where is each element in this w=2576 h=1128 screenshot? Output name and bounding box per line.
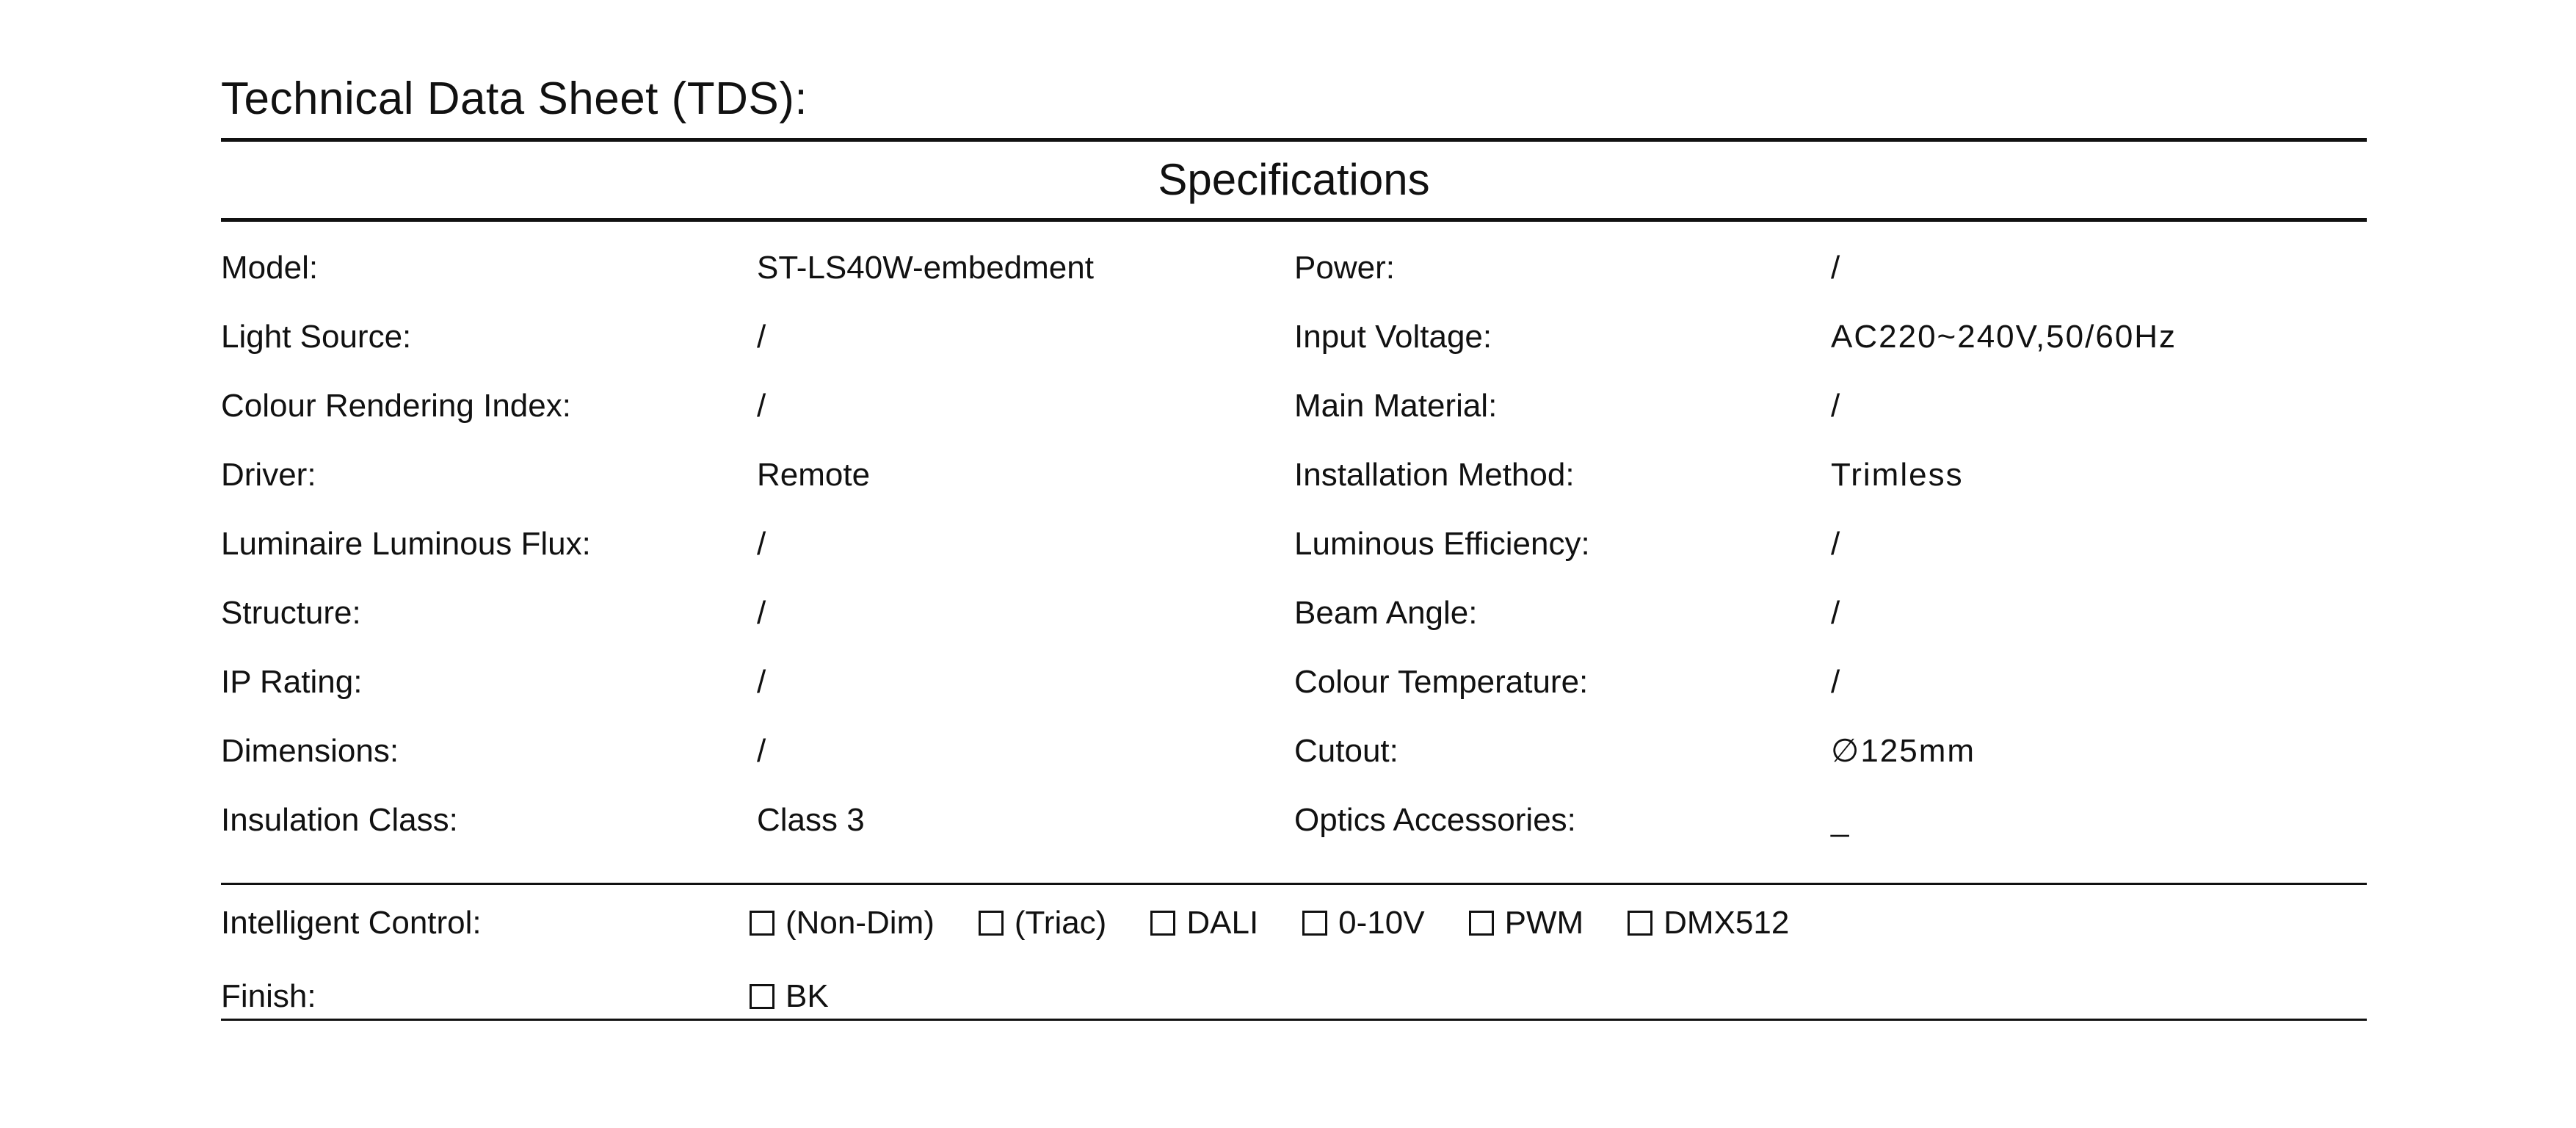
intelligent-control-option[interactable] xyxy=(1469,905,1584,941)
spec-label: Luminous Efficiency: xyxy=(1294,526,1590,562)
spec-row xyxy=(221,382,2367,451)
spec-value: / xyxy=(1831,526,1842,562)
intelligent-control-options xyxy=(750,894,1833,952)
spec-row xyxy=(221,313,2367,382)
spec-label: Colour Rendering Index: xyxy=(221,388,571,424)
specifications-table xyxy=(221,244,2367,883)
heading-divider xyxy=(221,218,2367,222)
spec-label: Power: xyxy=(1294,250,1395,286)
spec-row xyxy=(221,658,2367,727)
spec-row xyxy=(221,520,2367,589)
spec-value: ∅125mm xyxy=(1831,733,1976,769)
checkbox-icon[interactable] xyxy=(1469,911,1494,936)
document-title: Technical Data Sheet (TDS): xyxy=(221,73,808,124)
checkbox-icon[interactable] xyxy=(1302,911,1327,936)
spec-label: Optics Accessories: xyxy=(1294,802,1576,838)
spec-value: / xyxy=(1831,250,1842,286)
spec-label: Main Material: xyxy=(1294,388,1498,424)
intelligent-control-option-label: (Non-Dim) xyxy=(786,905,935,941)
intelligent-control-label: Intelligent Control: xyxy=(221,905,482,941)
finish-row xyxy=(221,967,2367,1036)
spec-label: Dimensions: xyxy=(221,733,399,769)
checkbox-icon[interactable] xyxy=(750,911,774,936)
finish-option-label: BK xyxy=(786,978,829,1014)
spec-row xyxy=(221,451,2367,520)
spec-row xyxy=(221,727,2367,796)
spec-value: / xyxy=(757,319,766,355)
spec-value: / xyxy=(757,595,766,631)
spec-label: Light Source: xyxy=(221,319,412,355)
intelligent-control-option-label: DMX512 xyxy=(1663,905,1790,941)
specifications-heading: Specifications xyxy=(1158,155,1430,204)
spec-value: Class 3 xyxy=(757,802,865,838)
spec-label: Luminaire Luminous Flux: xyxy=(221,526,591,562)
spec-value: Trimless xyxy=(1831,457,1964,493)
intelligent-control-row xyxy=(221,894,2367,963)
spec-label: IP Rating: xyxy=(221,664,363,700)
spec-value: Remote xyxy=(757,457,871,493)
spec-value: / xyxy=(757,388,766,424)
technical-data-sheet xyxy=(221,70,2367,1021)
intelligent-control-option[interactable] xyxy=(750,905,935,941)
checkbox-icon[interactable] xyxy=(1150,911,1175,936)
checkbox-icon[interactable] xyxy=(1628,911,1652,936)
spec-value: AC220~240V,50/60Hz xyxy=(1831,319,2177,355)
spec-value: _ xyxy=(1831,802,1851,838)
checkbox-icon[interactable] xyxy=(979,911,1004,936)
finish-label: Finish: xyxy=(221,978,316,1014)
intelligent-control-option-label: (Triac) xyxy=(1014,905,1107,941)
spec-value: / xyxy=(757,733,766,769)
spec-label: Model: xyxy=(221,250,319,286)
spec-label: Structure: xyxy=(221,595,361,631)
finish-options xyxy=(750,967,873,1026)
spec-label: Input Voltage: xyxy=(1294,319,1492,355)
spec-value: ST-LS40W-embedment xyxy=(757,250,1094,286)
intelligent-control-option-label: PWM xyxy=(1504,905,1584,941)
intelligent-control-option[interactable] xyxy=(1302,905,1424,941)
intelligent-control-option-label: 0-10V xyxy=(1338,905,1425,941)
checkbox-icon[interactable] xyxy=(750,984,774,1009)
intelligent-control-option[interactable] xyxy=(1150,905,1258,941)
spec-value: / xyxy=(1831,595,1842,631)
options-section xyxy=(221,885,2367,1023)
spec-value: / xyxy=(1831,388,1842,424)
finish-option[interactable] xyxy=(750,978,829,1015)
spec-row xyxy=(221,796,2367,865)
spec-value: / xyxy=(757,526,766,562)
spec-row xyxy=(221,589,2367,658)
intelligent-control-option-label: DALI xyxy=(1186,905,1259,941)
spec-label: Beam Angle: xyxy=(1294,595,1478,631)
spec-label: Installation Method: xyxy=(1294,457,1575,493)
intelligent-control-option[interactable] xyxy=(1628,905,1789,941)
spec-label: Insulation Class: xyxy=(221,802,458,838)
spec-value: / xyxy=(757,664,766,700)
spec-label: Colour Temperature: xyxy=(1294,664,1589,700)
spec-row xyxy=(221,244,2367,313)
spec-label: Cutout: xyxy=(1294,733,1398,769)
intelligent-control-option[interactable] xyxy=(979,905,1106,941)
spec-label: Driver: xyxy=(221,457,316,493)
spec-value: / xyxy=(1831,664,1842,700)
